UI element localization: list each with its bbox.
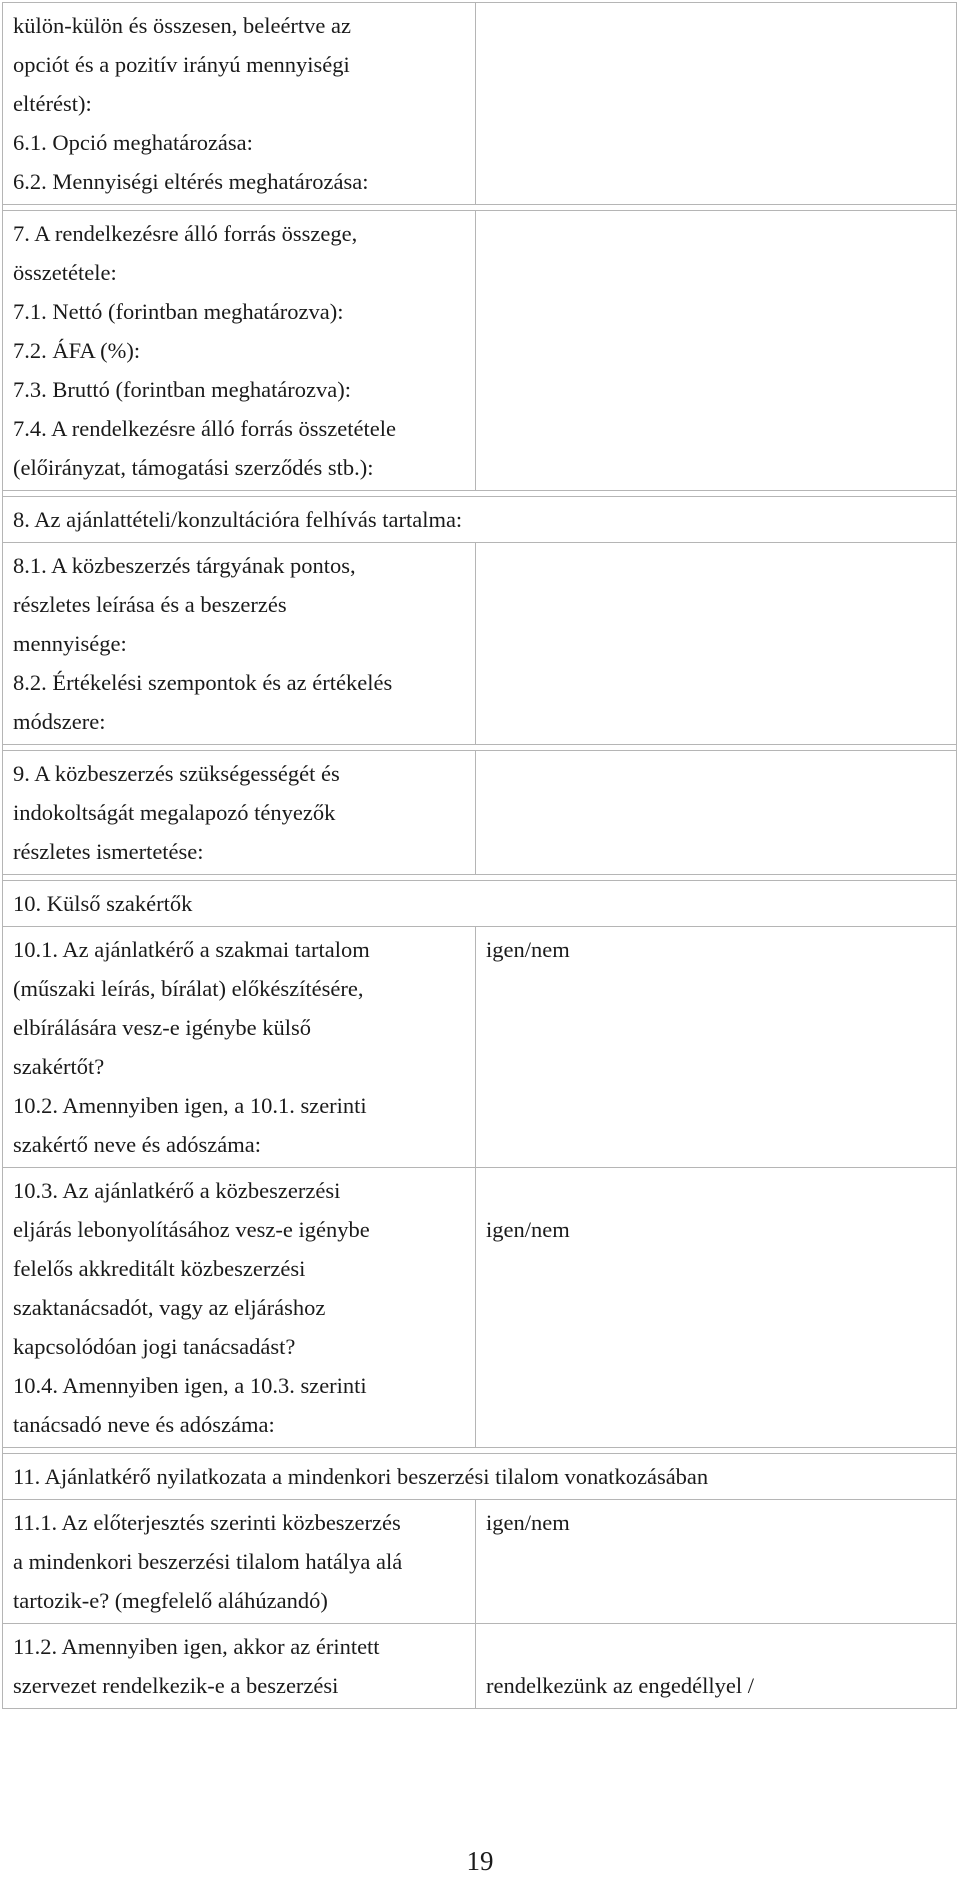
row-6-value-cell: [476, 3, 957, 205]
table-row: [3, 211, 957, 491]
text-line: 11.1. Az előterjesztés szerinti közbeszerzés: [13, 1510, 401, 1535]
row-10-1-value-cell: [476, 927, 957, 1168]
text-line: külön-külön és összesen, beleértve az: [13, 13, 352, 38]
procurement-form-table: [2, 2, 957, 1709]
table-row: [3, 1500, 957, 1624]
text-line: indokoltságát megalapozó tényezők: [13, 800, 336, 825]
spacer: [486, 1171, 946, 1210]
text-line: (előirányzat, támogatási szerződés stb.):: [13, 455, 374, 480]
row-7-2-label: 7.2. ÁFA (%):: [13, 338, 141, 363]
text-line: 7. A rendelkezésre álló forrás összege, összetétele:: [13, 221, 358, 285]
row-10-3-label: [3, 1168, 476, 1448]
page-number: 19: [466, 1846, 494, 1876]
text-line: tartozik-e? (megfelelő aláhúzandó): [13, 1588, 328, 1613]
text-line: eltérést):: [13, 91, 92, 116]
row-11-1-value-cell: [476, 1500, 957, 1624]
text-line: (műszaki leírás, bírálat) előkészítésére,: [13, 976, 364, 1001]
row-10-1-label: [3, 927, 476, 1168]
text-line: szakértő neve és adószáma:: [13, 1132, 262, 1157]
spacer: [486, 1627, 946, 1666]
row-9-label: [3, 751, 476, 875]
text-line: elbírálására vesz-e igénybe külső: [13, 1015, 311, 1040]
table-row: [3, 497, 957, 543]
table-row: [3, 881, 957, 927]
row-11-1-label: [3, 1500, 476, 1624]
text-line: eljárás lebonyolításához vesz-e igénybe: [13, 1217, 370, 1242]
row-7-1-label: 7.1. Nettó (forintban meghatározva):: [13, 299, 344, 324]
text-line: szaktanácsadót, vagy az eljáráshoz: [13, 1295, 326, 1320]
table-row: [3, 543, 957, 745]
table-row: [3, 1624, 957, 1709]
text-line: 10.1. Az ajánlatkérő a szakmai tartalom: [13, 937, 370, 962]
text-line: módszere:: [13, 709, 106, 734]
text-line: 11.2. Amennyiben igen, akkor az érintett: [13, 1634, 380, 1659]
text-line: felelős akkreditált közbeszerzési: [13, 1256, 306, 1281]
text-line: opciót és a pozitív irányú mennyiségi: [13, 52, 350, 77]
text-line: 8.1. A közbeszerzés tárgyának pontos,: [13, 553, 356, 578]
text-line: a mindenkori beszerzési tilalom hatálya alá: [13, 1549, 403, 1574]
text-line: 9. A közbeszerzés szükségességét és: [13, 761, 340, 786]
row-8-value-cell: [476, 543, 957, 745]
text-line: részletes leírása és a beszerzés: [13, 592, 287, 617]
row-11-1-answer: igen/nem: [486, 1510, 570, 1535]
text-line: szervezet rendelkezik-e a beszerzési: [13, 1673, 339, 1698]
text-line: szakértőt?: [13, 1054, 105, 1079]
text-line: részletes ismertetése:: [13, 839, 204, 864]
text-line: mennyisége:: [13, 631, 127, 656]
row-10-3-answer: igen/nem: [486, 1217, 570, 1242]
row-7-3-label: 7.3. Bruttó (forintban meghatározva):: [13, 377, 352, 402]
row-11-2-label: [3, 1624, 476, 1709]
table-row: [3, 3, 957, 205]
text-line: 8. Az ajánlattételi/konzultációra felhívás tartalma:: [13, 507, 463, 532]
text-line: kapcsolódóan jogi tanácsadást?: [13, 1334, 296, 1359]
row-11-2-value-cell: [476, 1624, 957, 1709]
row-11-heading: [3, 1454, 957, 1500]
row-8-label: [3, 543, 476, 745]
text-line: 10.4. Amennyiben igen, a 10.3. szerinti: [13, 1373, 367, 1398]
text-line: 10. Külső szakértők: [13, 891, 193, 916]
table-row: [3, 751, 957, 875]
text-line: 10.3. Az ajánlatkérő a közbeszerzési: [13, 1178, 341, 1203]
row-6-1-label: 6.1. Opció meghatározása:: [13, 130, 253, 155]
row-11-2-answer: rendelkezünk az engedéllyel /: [486, 1673, 754, 1698]
row-6-2-label: 6.2. Mennyiségi eltérés meghatározása:: [13, 169, 369, 194]
row-7-label: [3, 211, 476, 491]
text-line: 7.4. A rendelkezésre álló forrás összetétele: [13, 416, 396, 441]
row-6-label: [3, 3, 476, 205]
text-line: 8.2. Értékelési szempontok és az értékelés: [13, 670, 393, 695]
table-row: [3, 1454, 957, 1500]
row-9-value-cell: [476, 751, 957, 875]
text-line: tanácsadó neve és adószáma:: [13, 1412, 275, 1437]
text-line: 11. Ajánlatkérő nyilatkozata a mindenkori beszerzési tilalom vonatkozásában: [13, 1464, 709, 1489]
row-7-value-cell: [476, 211, 957, 491]
table-row: [3, 927, 957, 1168]
table-row: [3, 1168, 957, 1448]
row-8-heading: [3, 497, 957, 543]
row-10-1-answer: igen/nem: [486, 937, 570, 962]
row-10-heading: [3, 881, 957, 927]
text-line: 10.2. Amennyiben igen, a 10.1. szerinti: [13, 1093, 367, 1118]
row-10-3-value-cell: [476, 1168, 957, 1448]
